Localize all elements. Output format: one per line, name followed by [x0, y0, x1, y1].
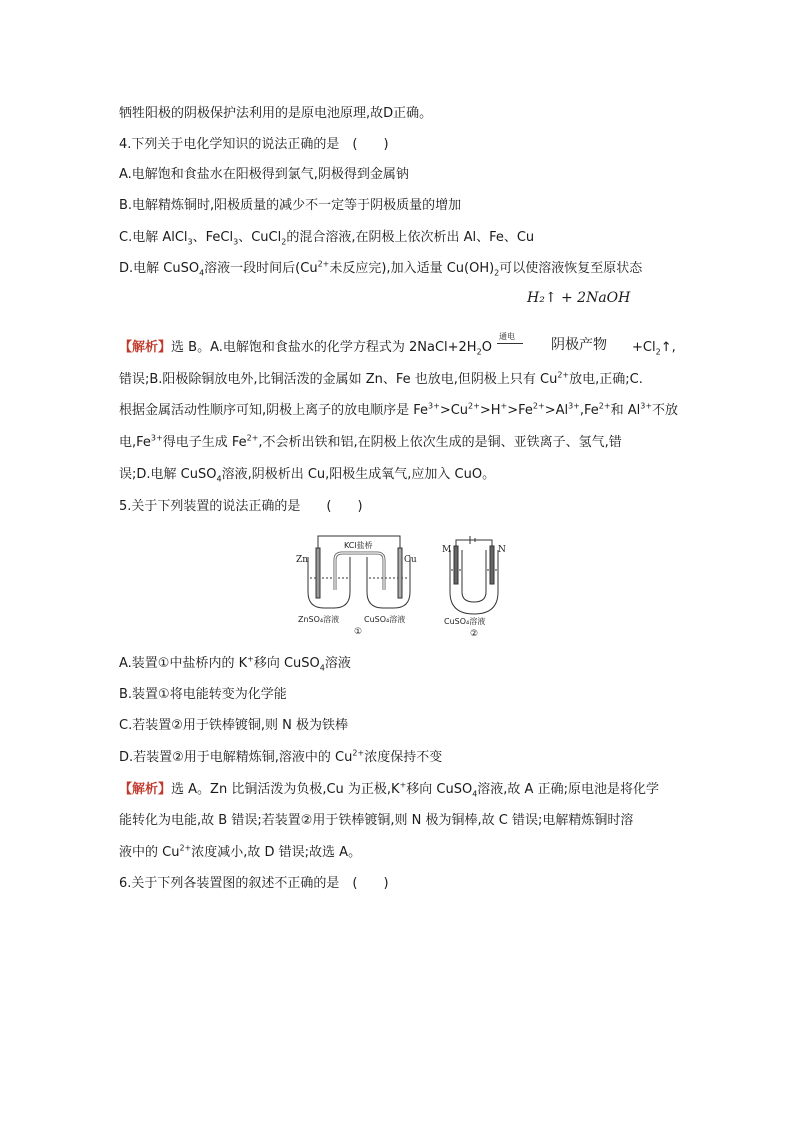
option-5a: A.装置①中盐桥内的 K+移向 CuSO$_4$溶液	[119, 654, 351, 673]
reaction-arrow	[497, 343, 523, 344]
option-4d: D.电解 CuSO$_4$溶液一段时间后($Cu^{2+}$未反应完),加入适量 $Cu(OH)_2$可以使溶液恢复至原状态	[119, 259, 643, 278]
analysis-4-line3: 根据金属活动性顺序可知,阴极上离子的放电顺序是 $Fe^{3+}>Cu^{2+}>H^+>Fe^{2+}>Al^{3+},Fe^{2+}$和 $Al^{3+}$不放	[119, 401, 679, 418]
option-4c: C.电解 AlCl$_3$、FeCl$_3$、CuCl$_2$的混合溶液,在阴极上依次析出 Al、Fe、Cu	[119, 230, 535, 247]
option-5d: D.若装置②用于电解精炼铜,溶液中的 $Cu^{2+}$浓度保持不变	[119, 748, 443, 765]
analysis-4-line5: 误;D.电解 CuSO$_4$溶液,阴极析出 Cu,阳极生成氧气,应加入 CuO。	[119, 467, 496, 484]
reaction-condition: 通电	[499, 332, 515, 341]
analysis-4-line1: 【解析】选 B。A.电解饱和食盐水的化学方程式为 $2NaCl+2H_2O$	[119, 340, 492, 357]
apparatus-figure	[290, 530, 510, 640]
text-line: 牺牲阳极的阴极保护法利用的是原电池原理,故D正确。	[119, 106, 433, 121]
salt-bridge-label: KCl盐桥	[344, 541, 373, 550]
question-4: 4.下列关于电化学知识的说法正确的是 ( )	[119, 137, 389, 152]
equation-overlay: H₂↑ + 2NaOH	[527, 290, 631, 306]
analysis-4-line4: 电$,Fe^{3+}$得电子生成 $Fe^{2+}$,不会析出铁和铝,在阴极上依次生成的是铜、亚铁离子、氢气,错	[119, 433, 622, 450]
figure-2-number: ②	[470, 629, 479, 639]
electrolytic-u-tube	[450, 536, 498, 614]
option-5c: C.若装置②用于铁棒镀铜,则 N 极为铁棒	[119, 718, 348, 733]
cuso4-solution-label: CuSO₄溶液	[364, 615, 406, 624]
electrode-m-label: M	[442, 545, 452, 555]
cathode-product-label: 阴极产物	[551, 337, 607, 353]
cu-electrode-label: Cu	[404, 555, 417, 565]
question-6: 6.关于下列各装置图的叙述不正确的是 ( )	[119, 876, 389, 891]
option-4b: B.电解精炼铜时,阳极质量的减少不一定等于阴极质量的增加	[119, 198, 462, 213]
question-5: 5.关于下列装置的说法正确的是 ( )	[119, 499, 363, 514]
analysis-5-line2: 能转化为电能,故 B 错误;若装置②用于铁棒镀铜,则 N 极为铜棒,故 C 错误;电解精炼铜时溶	[119, 813, 634, 828]
analysis-label: 【解析】	[119, 340, 172, 355]
option-4a: A.电解饱和食盐水在阳极得到氯气,阴极得到金属钠	[119, 167, 409, 182]
figure-1-number: ①	[354, 627, 363, 637]
electrode-n-label: N	[498, 545, 506, 555]
u-tube-solution-label: CuSO₄溶液	[444, 617, 486, 626]
analysis-4-line2: 错误;B.阳极除铜放电外,比铜活泼的金属如 Zn、Fe 也放电,但阴极上只有 $Cu^{2+}$放电,正确;C.	[119, 370, 643, 387]
analysis-5-line3: 液中的 $Cu^{2+}$浓度减小,故 D 错误;故选 A。	[119, 843, 362, 860]
analysis-4-line1-tail: $+Cl_2↑$,	[632, 340, 676, 357]
analysis-label: 【解析】	[119, 782, 172, 797]
option-5b: B.装置①将电能转变为化学能	[119, 687, 287, 702]
analysis-5-line1: 【解析】选 A。Zn 比铜活泼为负极,Cu 为正极,K+移向 CuSO$_4$溶液,故 A 正确;原电池是将化学	[119, 780, 659, 799]
znso4-solution-label: ZnSO₄溶液	[298, 615, 340, 624]
zn-electrode-label: Zn	[296, 555, 309, 565]
